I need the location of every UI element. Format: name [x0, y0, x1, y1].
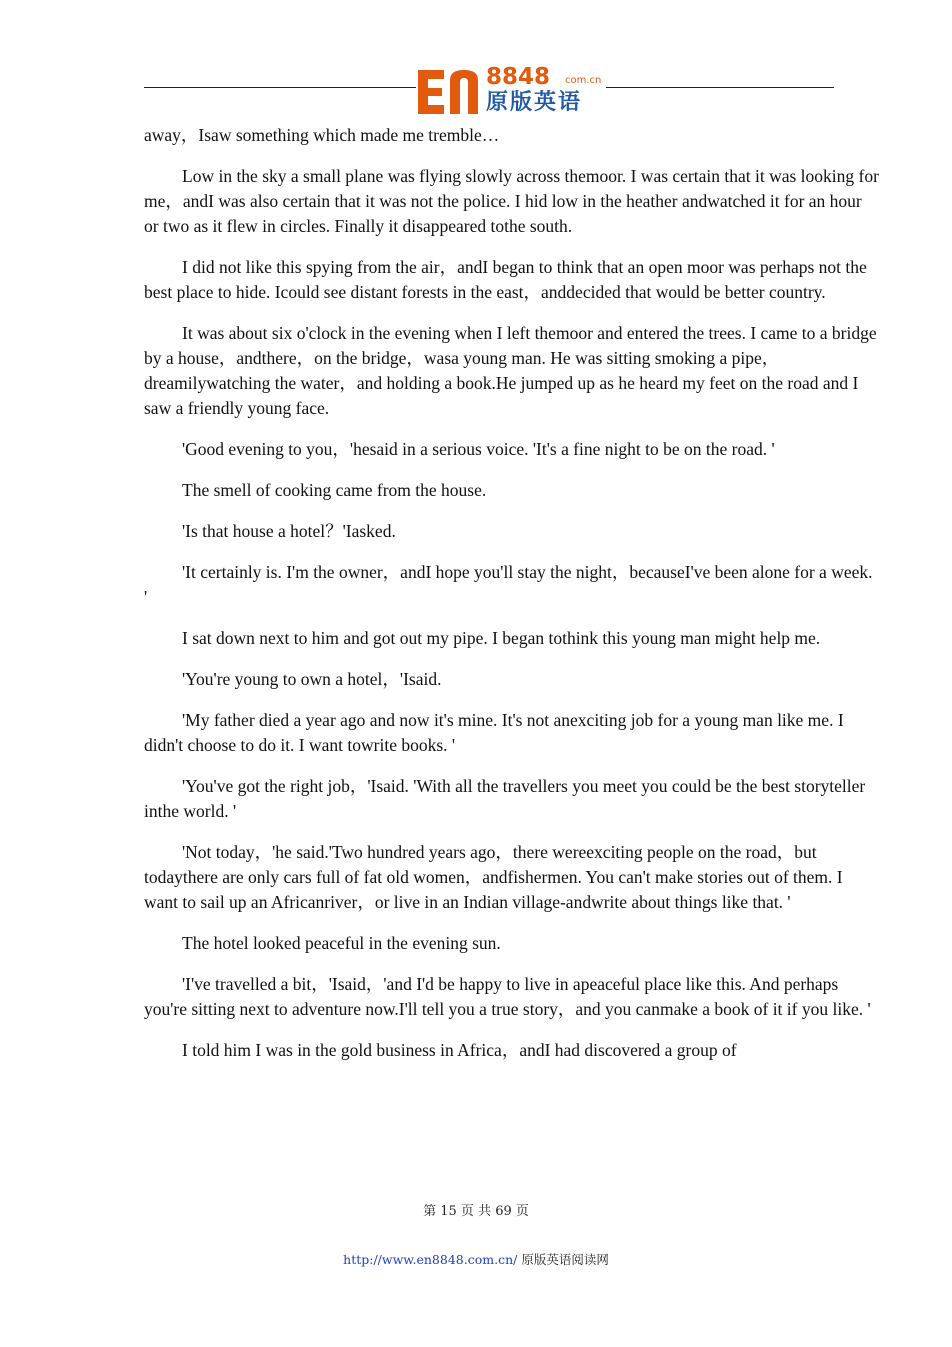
paragraph: 'I've travelled a bit，'Isaid，'and I'd be happy to live in apeaceful place like this. And perhaps you're sitting next to adventure now.I'll tell you a true story，and you canmake a book of it if you like. ': [144, 974, 871, 1019]
paragraph: 'My father died a year ago and now it's mine. It's not anexciting job for a young man like me. I didn't choose to do it. I want towrite books. ': [144, 710, 844, 755]
footer-link-row: [0, 1250, 952, 1268]
paragraph: I told him I was in the gold business in Africa，andI had discovered a group of: [182, 1040, 737, 1060]
paragraph: I did not like this spying from the air，andI began to think that an open moor was perhaps not the best place to hide. Icould see distant forests in the east，anddecided that would be better country.: [144, 257, 867, 302]
logo-domain: com.cn: [565, 75, 602, 86]
paragraph: The smell of cooking came from the house.: [182, 480, 487, 500]
paragraph: 'You've got the right job，'Isaid. 'With all the travellers you meet you could be the best storyteller inthe world. ': [144, 776, 866, 821]
header-rule-left: [144, 87, 416, 88]
logo-chinese-text: 原版英语: [486, 90, 583, 115]
document-body: [144, 123, 880, 1079]
paragraph: 'It certainly is. I'm the owner，andI hope you'll stay the night，becauseI've been alone for a week. ': [144, 562, 873, 607]
paragraph: The hotel looked peaceful in the evening sun.: [182, 933, 501, 953]
logo-number: 8848: [486, 64, 551, 90]
paragraph: 'Is that house a hotel？'Iasked.: [182, 521, 396, 541]
paragraph: 'Not today，'he said.'Two hundred years ago，there wereexciting people on the road，but todaythere are only cars full of fat old women，andfishermen. You can't make stories out of them. I want to sail up an Africanriver，or live in an Indian village-andwrite about things like that. ': [144, 842, 843, 912]
paragraph: 'You're young to own a hotel，'Isaid.: [182, 669, 442, 689]
footer-url-link[interactable]: http://www.en8848.com.cn/: [343, 1252, 518, 1267]
paragraph: I sat down next to him and got out my pipe. I began tothink this young man might help me.: [182, 628, 821, 648]
footer-site-name: 原版英语阅读网: [521, 1252, 609, 1267]
paragraph: Low in the sky a small plane was flying slowly across themoor. I was certain that it was looking for me，andI was also certain that it was not the police. I hid low in the heather andwatched it for an hour or two as it flew in circles. Finally it disappeared tothe south.: [144, 166, 879, 236]
en-logo-mark: [414, 66, 484, 118]
page-number: 第 15 页 共 69 页: [423, 1204, 529, 1219]
site-logo[interactable]: [414, 64, 606, 120]
paragraph: away，Isaw something which made me tremble…: [144, 125, 500, 145]
paragraph: 'Good evening to you，'hesaid in a serious voice. 'It's a fine night to be on the road. ': [182, 439, 775, 459]
header-rule-right: [606, 87, 834, 88]
paragraph: It was about six o'clock in the evening when I left themoor and entered the trees. I came to a bridge by a house，andthere，on the bridge，wasa young man. He was sitting smoking a pipe，dreamilywatching the water，and holding a book.He jumped up as he heard my feet on the road and I saw a friendly young face.: [144, 323, 877, 418]
